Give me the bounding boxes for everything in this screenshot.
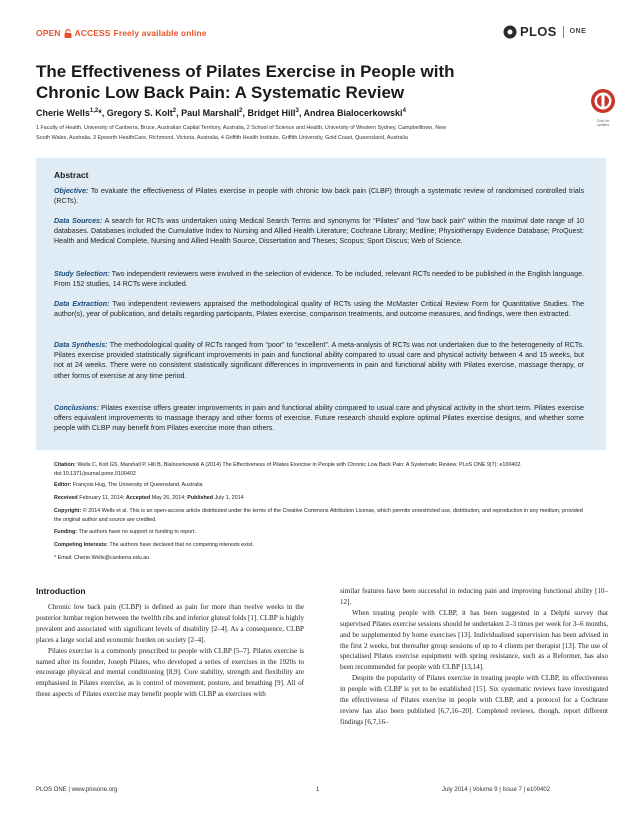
- funding: [54, 528, 584, 537]
- author-affiliation-marker: 4: [402, 108, 406, 114]
- citation-label: Citation:: [54, 462, 76, 468]
- article-title: [36, 61, 536, 103]
- author-separator: *,: [98, 108, 107, 118]
- selection-text: Two independent reviewers were involved in the selection of evidence. To be included, relevant RCTs needed to be published in the English language. From 152 studies, 14 RCTs were included.: [54, 270, 584, 289]
- plos-wordmark: PLOS: [520, 24, 557, 39]
- conclusions-label: Conclusions:: [54, 404, 99, 412]
- author-list: [36, 108, 596, 118]
- published-date: July 1, 2014: [214, 495, 244, 501]
- access-label: ACCESS: [74, 28, 111, 38]
- open-label: OPEN: [36, 28, 61, 38]
- objective-text: To evaluate the effectiveness of Pilates exercise in people with chronic low back pain (CLBP) through a systematic review of randomised controlled trials (RCTs).: [54, 187, 584, 206]
- introduction-heading: Introduction: [36, 586, 86, 596]
- abstract-heading: Abstract: [54, 170, 89, 180]
- title-line-1: The Effectiveness of Pilates Exercise in People with: [36, 62, 455, 81]
- plos-logo-icon: [503, 25, 517, 39]
- synthesis-text: The methodological quality of RCTs ranged from “poor” to “excellent”. A meta-analysis of RCTs was not undertaken due to the heterogeneity of RCTs. Pilates exercise provided statistically significant improvements in pain and functional ability compared to usual care and physical activity between 4 and 15 weeks, but not at 24 weeks. There were no consistent statistically significant differences in improvements in pain and functional ability with Pilates exercise, massage therapy, or other forms of exercise at any time period.: [54, 341, 584, 380]
- plos-one-logo[interactable]: [503, 24, 586, 39]
- copyright: [54, 507, 584, 524]
- author-separator: ,: [176, 108, 182, 118]
- author-affiliation-marker: 2: [172, 108, 177, 114]
- author-affiliation-marker: 3: [295, 108, 299, 114]
- crossmark-label: Click for updates: [596, 119, 610, 127]
- abstract-extraction: [54, 299, 584, 319]
- author-separator: ,: [242, 108, 248, 118]
- author-affiliation-marker: 2: [239, 108, 243, 114]
- sources-label: Data Sources:: [54, 217, 103, 225]
- editor-text: François Hug, The University of Queensland, Australia: [72, 482, 203, 488]
- abstract-sources: [54, 216, 584, 247]
- footer-journal[interactable]: PLOS ONE | www.plosone.org: [36, 787, 118, 793]
- lock-icon: [64, 29, 72, 38]
- footer-page-number: 1: [316, 787, 320, 793]
- received-date: February 11, 2014;: [79, 495, 125, 501]
- abstract-conclusions: [54, 403, 584, 434]
- page-header: [0, 0, 638, 58]
- author-affiliation-marker: 1,2: [89, 108, 99, 114]
- citation: [54, 461, 584, 478]
- accepted-label: Accepted: [125, 495, 151, 501]
- abstract-synthesis: [54, 340, 584, 381]
- abstract-objective: [54, 186, 584, 206]
- author-name: Cherie Wells: [36, 108, 90, 118]
- copyright-text: © 2014 Wells et al. This is an open-access article distributed under the terms of the Creative Commons Attribution License, which permits unrestricted use, distribution, and reproduction in any medium, provided the original author and source are credited.: [54, 508, 583, 523]
- received-label: Received: [54, 495, 78, 501]
- published-label: Published: [187, 495, 214, 501]
- accepted-date: May 26, 2014;: [151, 495, 186, 501]
- funding-text: The authors have no support or funding to report.: [78, 529, 196, 535]
- right-column: [340, 586, 608, 728]
- affiliations-line-1: 1 Faculty of Health, University of Canberra, Bruce, Australian Capital Territory, Australia, 2 School of Science and Health, University of Western Sydney, Campbelltown, New: [36, 125, 447, 131]
- extraction-text: Two independent reviewers appraised the methodological quality of RCTs using the McMaster Critical Review Form for Quantitative Studies. The author(s), year of publication, and details regarding participants, Pilates exercise, comparison treatments, and outcome measures, and findings, were then extracted.: [54, 300, 585, 319]
- right-paragraph-2: Despite the popularity of Pilates exercise in treating people with CLBP, its effectiveness in people with CLBP is yet to be established [15]. Six systematic reviews have investigated the effectiveness of Pilates exercise in people with CLBP, and a protocol for a Cochrane review has also been published [6,7,16–20]. Completed reviews, though, report different findings [6,7,16–: [340, 674, 608, 726]
- freely-available-label: Freely available online: [113, 28, 207, 38]
- citation-text: Wells C, Kolt GS, Marshall P, Hill B, Bialocerkowski A (2014) The Effectiveness of Pilates Exercise in People with Chronic Low Back Pain: A Systematic Review. PLoS ONE 9(7): e100402. doi:10.1371/journal.pone.0100402: [54, 462, 522, 477]
- right-paragraph-1: When treating people with CLBP, it has been suggested in a Delphi survey that supervised Pilates exercise sessions should be undertaken 2–3 times per week for 3–6 months, and be supplemented by home exercises [13]. Individualised supervision has been advised in the first 2 weeks, but thereafter group sessions of up to 4 clients per therapist [13]. The use of specialised Pilates exercise equipment with spring resistance, such as a Reformer, has also been recommended for people with CLBP [13,14].: [340, 608, 608, 672]
- footer-issue: July 2014 | Volume 9 | Issue 7 | e100402: [442, 787, 551, 793]
- logo-divider: [563, 26, 564, 38]
- open-access-banner[interactable]: [36, 28, 207, 38]
- author-name: Andrea Bialocerkowski: [303, 108, 403, 118]
- affiliations: [36, 124, 606, 143]
- title-line-2: Chronic Low Back Pain: A Systematic Review: [36, 83, 405, 102]
- author-separator: ,: [298, 108, 304, 118]
- one-wordmark: ONE: [569, 28, 587, 35]
- abstract-selection: [54, 269, 584, 289]
- extraction-label: Data Extraction:: [54, 300, 110, 308]
- conclusions-text: Pilates exercise offers greater improvements in pain and functional ability compared to usual care and physical activity in the short term. Pilates exercise offers equivalent improvements to massage therapy and other forms of exercise. Future research should explore optimal Pilates exercise designs, and whether some people with CLBP may benefit from Pilates exercise more than others.: [54, 404, 584, 433]
- competing-text: The authors have declared that no competing interests exist.: [109, 542, 254, 548]
- right-paragraph-0: similar features have been successful in reducing pain and improving functional ability [10–12].: [340, 587, 608, 606]
- author-name: Paul Marshall: [181, 108, 240, 118]
- corresponding-email[interactable]: * Email: Cherie.Wells@canberra.edu.au: [54, 555, 150, 561]
- author-name: Bridget Hill: [247, 108, 296, 118]
- synthesis-label: Data Synthesis:: [54, 341, 108, 349]
- left-paragraph-1: Chronic low back pain (CLBP) is defined as pain for more than twelve weeks in the posterior lumbar region between the twelfth ribs and inferior gluteal folds [1]. CLBP is highly prevalent and associated with significant levels of disability [2–4]. As a consequence, CLBP places a large social and economic burden on society [2–4].: [36, 603, 304, 644]
- selection-label: Study Selection:: [54, 270, 110, 278]
- dates: [54, 494, 584, 503]
- funding-label: Funding:: [54, 529, 78, 535]
- competing-interests: [54, 541, 584, 550]
- left-column: [36, 602, 304, 700]
- left-paragraph-2: Pilates exercise is a commonly prescribed to people with CLBP [5–7]. Pilates exercise is named after its founder, Joseph Pilates, who developed a series of exercises in the 1920s to encourage physical and mental conditioning [8,9]. Core stability, strength and flexibility are emphasised in Pilates exercise, as is control of movement, posture, and breathing [9]. All of these aspects of Pilates exercise may benefit people with CLBP as exercises with: [36, 646, 304, 699]
- competing-label: Competing Interests:: [54, 542, 108, 548]
- copyright-label: Copyright:: [54, 508, 82, 514]
- objective-label: Objective:: [54, 187, 89, 195]
- author-name: Gregory S. Kolt: [106, 108, 173, 118]
- sources-text: A search for RCTs was undertaken using Medical Search Terms and synonyms for “Pilates” and “low back pain” within the maximal date range of 10 databases. Databases included the Cumulative Index to Nursing and Allied Health Literature; Cochrane Library; Medline; Physiotherapy Evidence Database; ProQuest: Health and Medical Complete, Nursing and Allied Health Source, Dissertation and Theses; Scopus; Sport Discus; Web of Science.: [54, 217, 585, 246]
- editor: [54, 481, 584, 490]
- editor-label: Editor:: [54, 482, 72, 488]
- affiliations-line-2: South Wales, Australia, 3 Epworth HealthCare, Richmond, Victoria, Australia, 4 Griffith Health Institute, Griffith University, Gold Coast, Queensland, Australia: [36, 134, 408, 141]
